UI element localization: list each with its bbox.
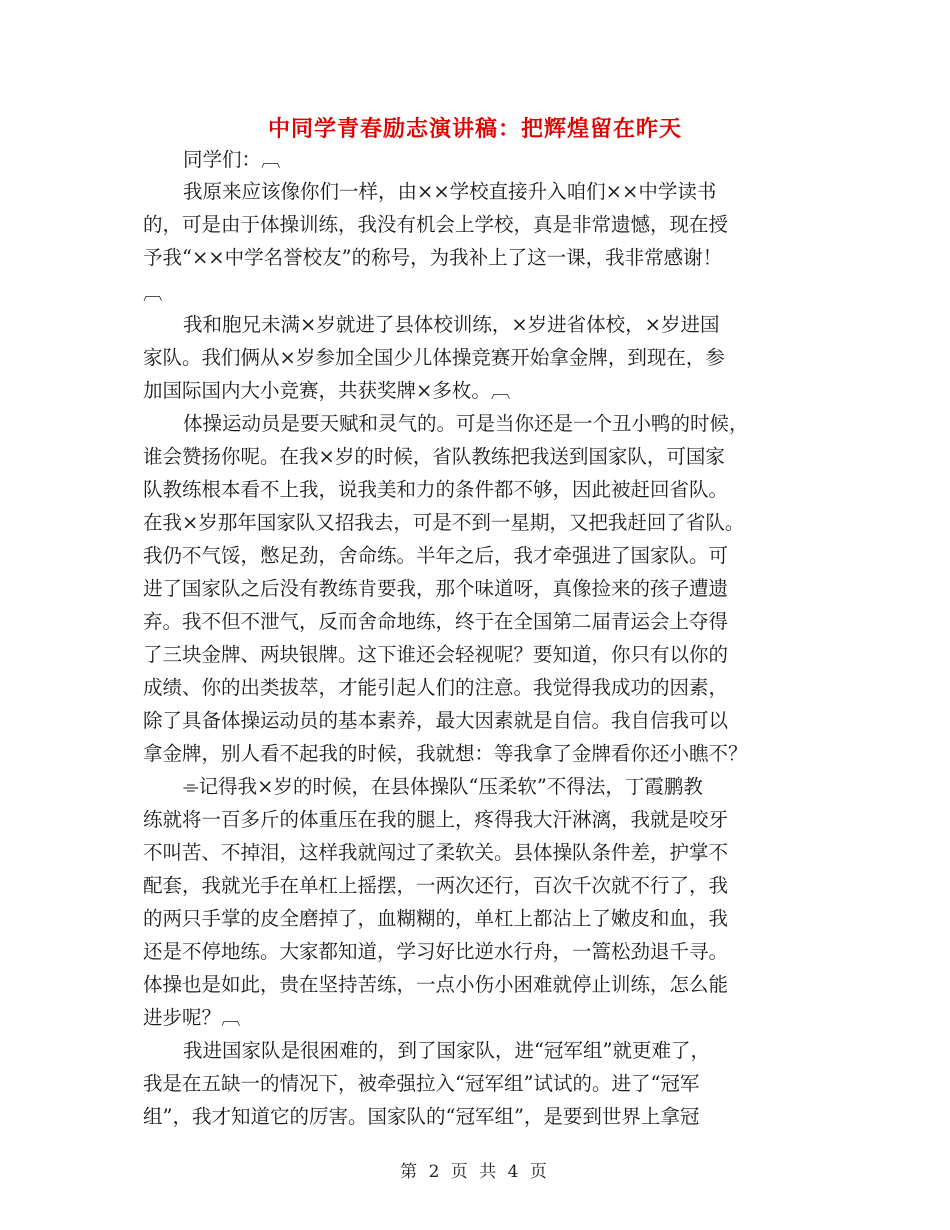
salutation-line: 同学们：︹ — [183, 148, 281, 171]
text-line: 体操运动员是要天赋和灵气的。可是当你还是一个丑小鸭的时候， — [183, 412, 749, 435]
text-line: 除了具备体操运动员的基本素养，最大因素就是自信。我自信我可以 — [143, 709, 729, 732]
text-line: 予我“××中学名誉校友”的称号，为我补上了这一课，我非常感谢！ — [143, 246, 723, 269]
page-footer: 第 2 页 共 4 页 — [400, 1162, 550, 1182]
text-line: 进了国家队之后没有教练肯要我，那个味道呀，真像捡来的孩子遭遗 — [143, 577, 729, 600]
text-line: 家队。我们俩从×岁参加全国少儿体操竞赛开始拿金牌，到现在，参 — [143, 346, 725, 369]
text-line: 体操也是如此，贵在坚持苦练，一点小伤小困难就停止训练，怎么能 — [143, 973, 729, 996]
text-line: 我仍不气馁，憋足劲，舍命练。半年之后，我才牵强进了国家队。可 — [143, 544, 729, 567]
text-line: 进步呢？︹ — [143, 1006, 241, 1029]
text-line: ︹ — [143, 281, 163, 304]
text-line: 配套，我就光手在单杠上摇摆，一两次还行，百次千次就不行了，我 — [143, 874, 729, 897]
text-line: ⌯记得我×岁的时候，在县体操队“压柔软”不得法，丁霞鹏教 — [183, 775, 703, 798]
text-line: 还是不停地练。大家都知道，学习好比逆水行舟，一篙松劲退千寻。 — [143, 940, 729, 963]
text-line: 弃。我不但不泄气，反而舍命地练，终于在全国第二届青运会上夺得 — [143, 610, 729, 633]
document-title: 中同学青春励志演讲稿：把辉煌留在昨天 — [267, 117, 682, 142]
text-line: 谁会赞扬你呢。在我×岁的时候，省队教练把我送到国家队，可国家 — [143, 445, 725, 468]
text-line: 了三块金牌、两块银牌。这下谁还会轻视呢？要知道，你只有以你的 — [143, 643, 729, 666]
text-line: 队教练根本看不上我，说我美和力的条件都不够，因此被赶回省队。 — [143, 478, 729, 501]
text-line: 组”，我才知道它的厉害。国家队的“冠军组”，是要到世界上拿冠 — [143, 1105, 700, 1128]
text-line: 我和胞兄未满×岁就进了县体校训练，×岁进省体校，×岁进国 — [183, 313, 720, 336]
text-line: 成绩、你的出类拔萃，才能引起人们的注意。我觉得我成功的因素， — [143, 676, 729, 699]
text-line: 我是在五缺一的情况下，被牵强拉入“冠军组”试试的。进了“冠军 — [143, 1072, 700, 1095]
text-line: 我原来应该像你们一样，由××学校直接升入咱们××中学读书 — [183, 180, 717, 203]
text-line: 拿金牌，别人看不起我的时候，我就想：等我拿了金牌看你还小瞧不？ — [143, 742, 748, 765]
text-line: 在我×岁那年国家队又招我去，可是不到一星期，又把我赶回了省队。 — [143, 511, 745, 534]
text-line: 我进国家队是很困难的，到了国家队，进“冠军组”就更难了， — [183, 1039, 710, 1062]
text-line: 加国际国内大小竞赛，共获奖牌×多枚。︹ — [143, 379, 511, 402]
text-line: 练就将一百多斤的体重压在我的腿上，疼得我大汗淋漓，我就是咬牙 — [143, 808, 729, 831]
text-line: 的两只手掌的皮全磨掉了，血糊糊的，单杠上都沾上了嫩皮和血，我 — [143, 907, 729, 930]
text-line: 不叫苦、不掉泪，这样我就闯过了柔软关。县体操队条件差，护掌不 — [143, 841, 729, 864]
text-line: 的，可是由于体操训练，我没有机会上学校，真是非常遗憾，现在授 — [143, 213, 729, 236]
